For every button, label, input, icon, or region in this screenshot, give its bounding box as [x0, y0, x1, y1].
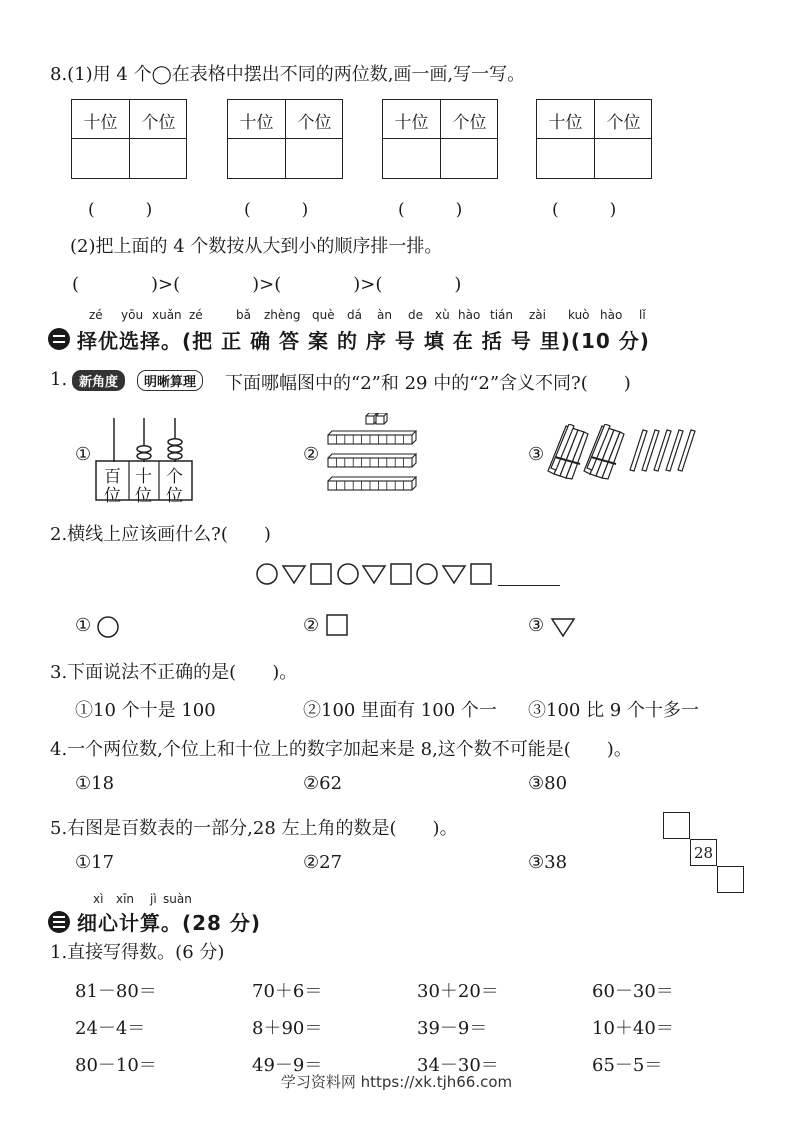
q4-text: 4.一个两位数,个位上和十位上的数字加起来是 8,这个数不可能是( )。 [50, 739, 632, 760]
q3-option-1: ①10 个十是 100 [75, 700, 216, 721]
pinyin: zé [89, 308, 103, 322]
ones-header: 个位 [606, 113, 641, 133]
q2-text: 2.横线上应该画什么?( ) [50, 524, 271, 545]
hundred-chart-cell-28: 28 [690, 839, 717, 866]
footer-watermark: 学习资料网 https://xk.tjh66.com [280, 1073, 513, 1091]
ones-header: 个位 [141, 113, 176, 133]
abacus-label: 位 [166, 486, 183, 506]
circle-option-icon [97, 615, 121, 639]
place-value-table-2 [227, 99, 343, 179]
stick-bundles-figure [546, 424, 696, 484]
q5-option-1: ①17 [75, 852, 115, 873]
abacus-label: 位 [104, 486, 121, 506]
tens-header: 十位 [548, 113, 583, 133]
calc-problem: 65－5＝ [592, 1055, 663, 1076]
ones-header: 个位 [452, 113, 487, 133]
q1-option-1: ① [75, 444, 92, 465]
q5-option-2: ②27 [303, 852, 343, 873]
triangle-shape [443, 566, 465, 583]
abacus-label: 百 [104, 467, 121, 487]
pinyin: yōu [121, 308, 144, 322]
q3-option-3: ③100 比 9 个十多一 [528, 700, 699, 721]
q8-part2-text: (2)把上面的 4 个数按从大到小的顺序排一排。 [70, 236, 443, 257]
answer-paren-2: ( ) [244, 200, 309, 220]
answer-paren-1: ( ) [88, 200, 153, 220]
answer-paren-3: ( ) [398, 200, 463, 220]
answer-paren-4: ( ) [552, 200, 617, 220]
calc-problem: 81－80＝ [75, 981, 157, 1002]
pinyin: xuǎn [152, 308, 182, 322]
place-value-table-3 [382, 99, 498, 179]
q1-text: 下面哪幅图中的“2”和 29 中的“2”含义不同?( ) [225, 373, 631, 394]
q8-order-line: ( )>( )>( )>( ) [72, 274, 462, 295]
tens-header: 十位 [83, 113, 118, 133]
ones-header: 个位 [297, 113, 332, 133]
reasoning-tag: 明晰算理 [137, 370, 203, 391]
q2-option-2: ② [303, 615, 320, 636]
place-value-table-1 [71, 99, 187, 179]
abacus-label: 个 [166, 467, 183, 487]
pinyin: tián [490, 308, 513, 322]
triangle-shape [363, 566, 385, 583]
q5-option-3: ③38 [528, 852, 568, 873]
calc-problem: 60－30＝ [592, 981, 674, 1002]
pinyin: què [312, 308, 335, 322]
calc-problem: 24－4＝ [75, 1018, 146, 1039]
place-value-table-4 [536, 99, 652, 179]
new-angle-tag: 新角度 [72, 370, 125, 391]
q4-option-3: ③80 [528, 773, 568, 794]
calc-problem: 34－30＝ [417, 1055, 499, 1076]
q8-part1-text: 8.(1)用 4 个◯在表格中摆出不同的两位数,画一画,写一写。 [50, 64, 526, 85]
square-shape [311, 564, 331, 584]
q4-option-1: ①18 [75, 773, 115, 794]
hundred-chart-cell [717, 866, 744, 893]
q1-number: 1. [50, 369, 68, 390]
section-three-badge-icon [48, 911, 70, 933]
answer-blank-line [498, 585, 560, 586]
pinyin: xù [435, 308, 450, 322]
q3-option-2: ②100 里面有 100 个一 [303, 700, 497, 721]
calc-problem: 30＋20＝ [417, 981, 499, 1002]
q1-option-3: ③ [528, 444, 545, 465]
pinyin: jì [150, 892, 157, 906]
pinyin: dá [347, 308, 362, 322]
tens-header: 十位 [239, 113, 274, 133]
q3-text: 3.下面说法不正确的是( )。 [50, 662, 298, 683]
calc-problem: 49－9＝ [252, 1055, 323, 1076]
pinyin: suàn [163, 892, 192, 906]
q1-option-2: ② [303, 444, 320, 465]
q2-option-3: ③ [528, 615, 545, 636]
triangle-shape [283, 566, 305, 583]
pinyin: lǐ [639, 308, 646, 322]
pinyin: hào [458, 308, 481, 322]
pinyin: xīn [116, 892, 135, 906]
circle-shape [338, 564, 358, 584]
section-three-subtitle: 1.直接写得数。(6 分) [50, 942, 225, 963]
section-two-title: 择优选择。(把 正 确 答 案 的 序 号 填 在 括 号 里)(10 分) [77, 329, 650, 353]
q2-option-1: ① [75, 615, 92, 636]
calc-problem: 70＋6＝ [252, 981, 323, 1002]
pinyin: zhèng [264, 308, 301, 322]
pinyin: hào [600, 308, 623, 322]
calc-problem: 80－10＝ [75, 1055, 157, 1076]
triangle-option-icon [550, 616, 576, 638]
pinyin: àn [377, 308, 392, 322]
circle-shape [417, 564, 437, 584]
hundred-chart-cell [663, 812, 690, 839]
pinyin: kuò [568, 308, 590, 322]
square-shape [391, 564, 411, 584]
square-option-icon [326, 614, 350, 638]
pinyin: de [408, 308, 423, 322]
square-shape [471, 564, 491, 584]
q5-text: 5.右图是百数表的一部分,28 左上角的数是( )。 [50, 818, 458, 839]
section-two-badge-icon [48, 328, 70, 350]
calc-problem: 10＋40＝ [592, 1018, 674, 1039]
base-ten-blocks-figure [326, 413, 418, 495]
pinyin: zé [189, 308, 203, 322]
calc-problem: 8＋90＝ [252, 1018, 323, 1039]
calc-problem: 39－9＝ [417, 1018, 488, 1039]
abacus-label: 十 [135, 467, 152, 487]
abacus-label: 位 [135, 486, 152, 506]
section-three-title: 细心计算。(28 分) [77, 911, 262, 935]
q4-option-2: ②62 [303, 773, 343, 794]
tens-header: 十位 [394, 113, 429, 133]
pinyin: bǎ [236, 308, 251, 322]
pinyin: xì [93, 892, 104, 906]
circle-shape [257, 564, 277, 584]
shape-pattern [256, 563, 494, 587]
pinyin: zài [529, 308, 546, 322]
